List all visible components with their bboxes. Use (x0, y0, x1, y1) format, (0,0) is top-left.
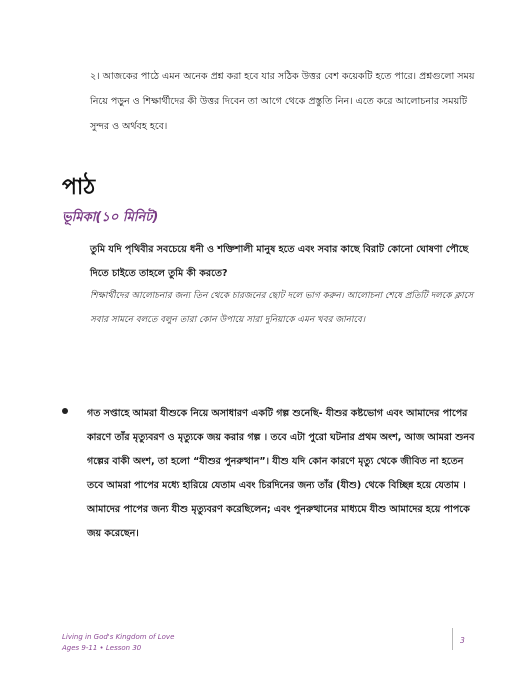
section-heading: পাঠ (62, 175, 96, 200)
bullet-paragraph: গত সপ্তাহে আমরা যীশুকে নিয়ে অসাধারণ একটি গল্প শুনেছি- যীশুর কষ্টভোগ এবং আমাদের পাপের কারণে তাঁর মৃত্যুবরণ ও মৃত্যুকে জয় করার গল্প । তবে এটা পুরো ঘটনার প্রথম অংশ, আজ আমরা শুনব গল্পের বাকী অংশ, তা হলো “যীশুর পুনরুত্থান”। যীশু যদি কোন কারণে মৃত্যু থেকে জীবিত না হতেন তবে আমরা পাপের মধ্যে হারিয়ে যেতাম এবং চিরদিনের জন্য তাঁর (যীশু) থেকে বিচ্ছিন্ন হয়ে যেতাম । আমাদের পাপের জন্য যীশু মৃত্যুবরণ করেছিলেন; এবং পুনরুত্থানের মাধ্যমে যীশু আমাদের হয়ে পাপকে জয় করেছেন। (87, 408, 475, 539)
bullet-dot-icon (62, 408, 68, 414)
intro-paragraph: ২। আজকের পাঠে এমন অনেক প্রশ্ন করা হবে যার সঠিক উত্তর বেশ কয়েকটি হতে পারে। প্রশ্নগুলো সময় নিয়ে পড়ুন ও শিক্ষার্থীদের কী উত্তর দিবেন তা আগে থেকে প্রস্তুতি নিন। এতে করে আলোচনার সময়টি সুন্দর ও অর্থবহ হবে। (90, 71, 475, 132)
footer-title: Living in God's Kingdom of Love (62, 633, 175, 641)
discussion-question: তুমি যদি পৃথিবীর সবচেয়ে ধনী ও শক্তিশালী মানুষ হতে এবং সবার কাছে বিরাট কোনো ঘোষণা পৌছে দিতে চাইতে তাহলে তুমি কী করতে? (90, 244, 469, 279)
page-number: 3 (460, 636, 465, 645)
section-subheading: ভূমিকা(১০ মিনিট) (62, 210, 159, 225)
footer-text (62, 632, 174, 654)
teacher-instruction: শিক্ষার্থীদের আলোচনার জন্য তিন থেকে চারজনের ছোট দলে ভাগ করুন। আলোচনা শেষে প্রতিটি দলকে ক্লাসে সবার সামনে বলতে বলুন তারা কোন উপায়ে সারা দুনিয়াকে এমন খবর জানাবে। (90, 291, 474, 325)
footer-subtitle: Ages 9-11 • Lesson 30 (62, 644, 142, 652)
footer-divider (452, 628, 453, 650)
